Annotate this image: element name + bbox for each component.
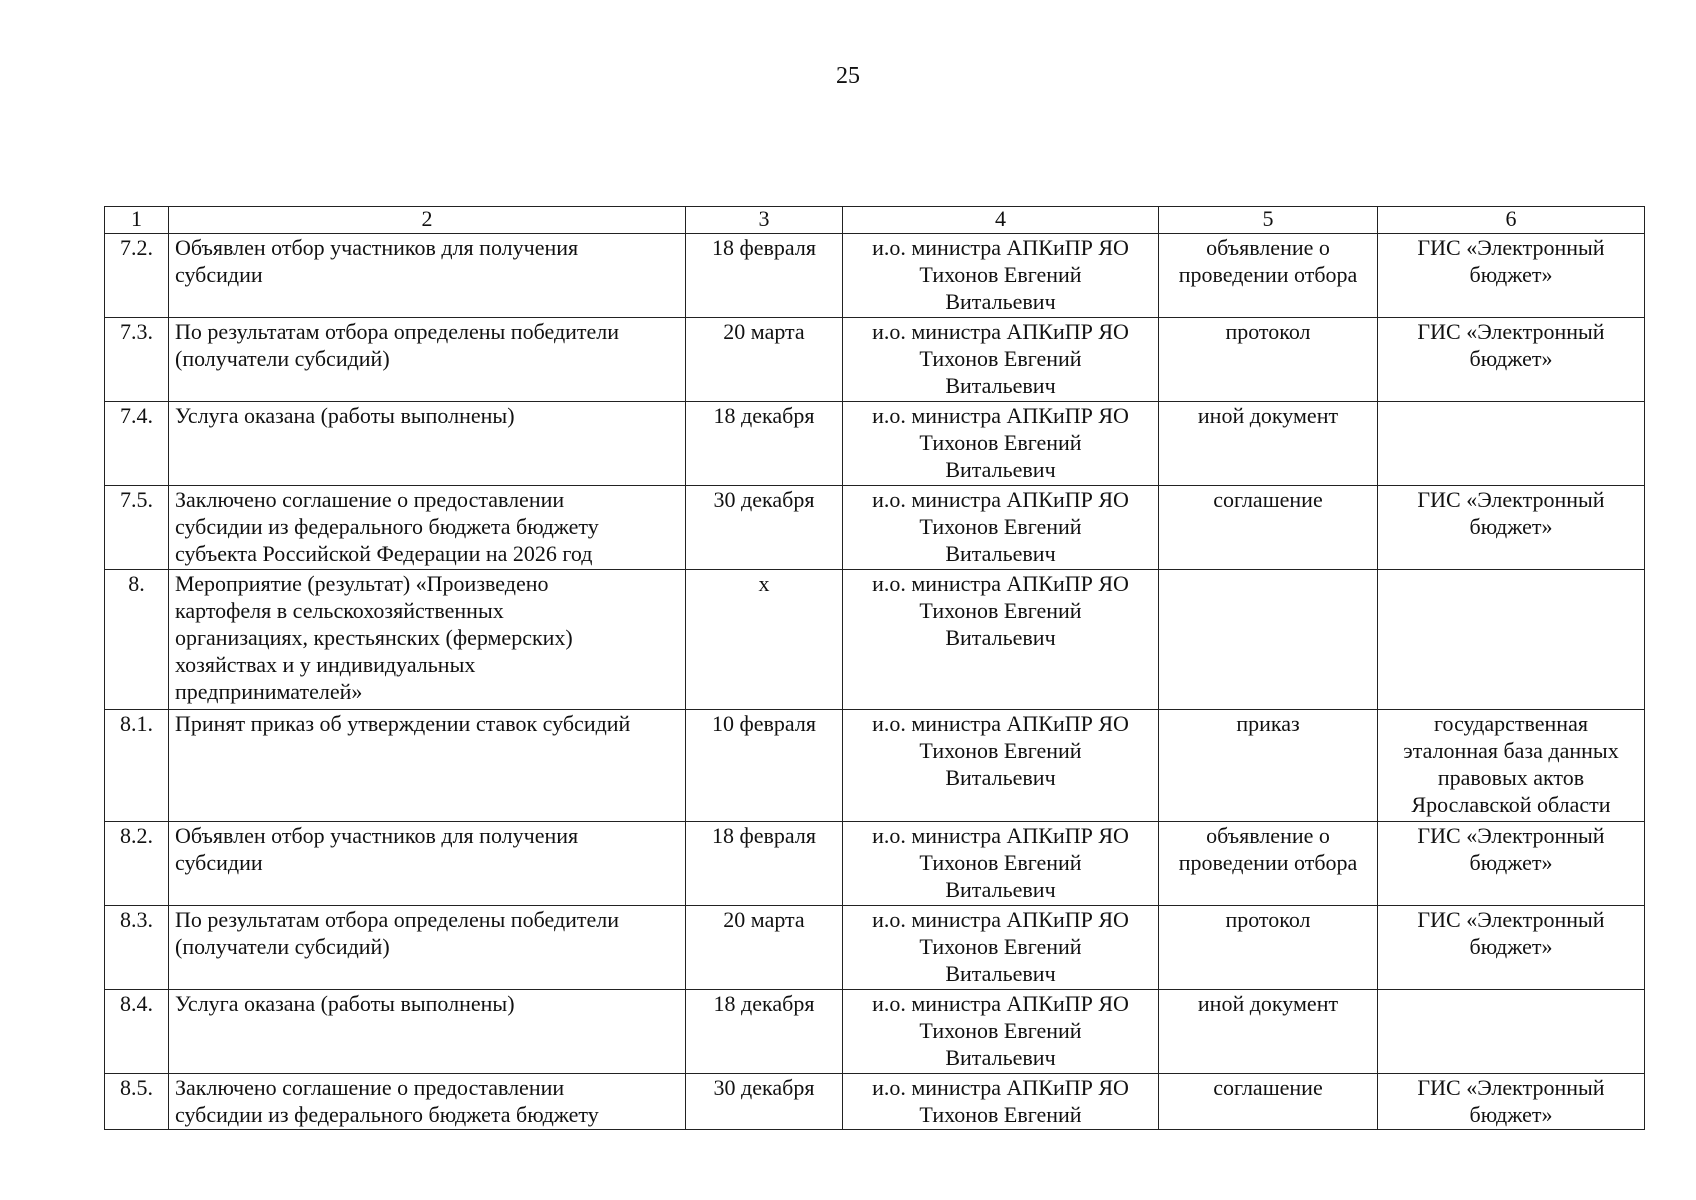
document-type-cell-line: протокол (1225, 319, 1311, 344)
description-cell (169, 234, 686, 318)
responsible-cell (843, 318, 1159, 402)
document-type-cell (1159, 402, 1378, 486)
info-system-cell-line: ГИС «Электронный (1417, 487, 1605, 512)
info-system-cell-line: ГИС «Электронный (1417, 319, 1605, 344)
description-cell (169, 486, 686, 570)
info-system-cell (1378, 486, 1645, 570)
row-number-cell: 8. (105, 570, 169, 710)
info-system-cell-line: ГИС «Электронный (1417, 1075, 1605, 1100)
responsible-cell-line: и.о. министра АПКиПР ЯО (872, 487, 1129, 512)
description-cell-line: Принят приказ об утверждении ставок субсидий (175, 711, 631, 736)
description-cell (169, 822, 686, 906)
info-system-cell (1378, 822, 1645, 906)
info-system-cell-line: бюджет» (1469, 850, 1553, 875)
responsible-cell-line: Витальевич (945, 961, 1056, 986)
description-cell-line: (получатели субсидий) (175, 346, 390, 371)
responsible-cell-line: и.о. министра АПКиПР ЯО (872, 711, 1129, 736)
document-type-cell (1159, 906, 1378, 990)
description-cell-line: Объявлен отбор участников для получения (175, 235, 579, 260)
info-system-cell-line: ГИС «Электронный (1417, 907, 1605, 932)
row-number-cell: 7.3. (105, 318, 169, 402)
document-type-cell-line: объявление о (1206, 235, 1330, 260)
info-system-cell (1378, 570, 1645, 710)
description-cell-line: Заключено соглашение о предоставлении (175, 487, 565, 512)
table-row (105, 710, 1645, 822)
description-cell-line: организациях, крестьянских (фермерских) (175, 625, 573, 650)
page-number: 25 (836, 63, 860, 89)
responsible-cell (843, 906, 1159, 990)
document-type-cell (1159, 990, 1378, 1074)
row-number-cell: 8.2. (105, 822, 169, 906)
info-system-cell (1378, 318, 1645, 402)
table-row (105, 570, 1645, 710)
description-cell-line: Объявлен отбор участников для получения (175, 823, 579, 848)
description-cell-line: субсидии (175, 262, 263, 287)
description-cell-line: Услуга оказана (работы выполнены) (175, 403, 515, 428)
description-cell-line: субсидии из федерального бюджета бюджету (175, 514, 599, 539)
responsible-cell (843, 822, 1159, 906)
responsible-cell (843, 486, 1159, 570)
responsible-cell (843, 710, 1159, 822)
info-system-cell-line: правовых актов (1437, 765, 1585, 790)
responsible-cell (843, 234, 1159, 318)
responsible-cell-line: Тихонов Евгений (919, 738, 1082, 763)
document-type-cell (1159, 1074, 1378, 1130)
header-cell: 6 (1378, 207, 1645, 234)
description-cell-line: субсидии (175, 850, 263, 875)
table-header-row (105, 207, 1645, 234)
responsible-cell (843, 402, 1159, 486)
responsible-cell (843, 990, 1159, 1074)
info-system-cell (1378, 1074, 1645, 1130)
responsible-cell-line: Тихонов Евгений (919, 346, 1082, 371)
description-cell-line: Услуга оказана (работы выполнены) (175, 991, 515, 1016)
responsible-cell-line: и.о. министра АПКиПР ЯО (872, 991, 1129, 1016)
responsible-cell-line: и.о. министра АПКиПР ЯО (872, 403, 1129, 428)
document-type-cell (1159, 234, 1378, 318)
description-cell-line: предпринимателей» (175, 679, 363, 704)
responsible-cell-line: и.о. министра АПКиПР ЯО (872, 319, 1129, 344)
document-type-cell-line: объявление о (1206, 823, 1330, 848)
date-cell: 18 февраля (686, 822, 843, 906)
date-cell: 18 декабря (686, 402, 843, 486)
date-cell: 30 декабря (686, 486, 843, 570)
responsible-cell-line: Тихонов Евгений (919, 598, 1082, 623)
date-cell: х (686, 570, 843, 710)
responsible-cell-line: Витальевич (945, 625, 1056, 650)
description-cell (169, 402, 686, 486)
description-cell-line: хозяйствах и у индивидуальных (175, 652, 476, 677)
responsible-cell-line: Тихонов Евгений (919, 514, 1082, 539)
description-cell-line: Мероприятие (результат) «Произведено (175, 571, 549, 596)
description-cell (169, 906, 686, 990)
responsible-cell-line: и.о. министра АПКиПР ЯО (872, 571, 1129, 596)
row-number-cell: 8.4. (105, 990, 169, 1074)
info-system-cell-line: бюджет» (1469, 1102, 1553, 1127)
date-cell: 20 марта (686, 906, 843, 990)
date-cell: 18 декабря (686, 990, 843, 1074)
table-row (105, 234, 1645, 318)
document-type-cell-line: проведении отбора (1178, 850, 1358, 875)
table-row (105, 486, 1645, 570)
date-cell: 18 февраля (686, 234, 843, 318)
info-system-cell (1378, 710, 1645, 822)
info-system-cell (1378, 990, 1645, 1074)
header-cell: 4 (843, 207, 1159, 234)
row-number-cell: 7.5. (105, 486, 169, 570)
responsible-cell (843, 570, 1159, 710)
responsible-cell-line: Витальевич (945, 877, 1056, 902)
description-cell-line: По результатам отбора определены победители (175, 319, 620, 344)
responsible-cell-line: Витальевич (945, 289, 1056, 314)
document-type-cell (1159, 710, 1378, 822)
info-system-cell (1378, 402, 1645, 486)
document-type-cell (1159, 318, 1378, 402)
description-cell (169, 318, 686, 402)
date-cell: 30 декабря (686, 1074, 843, 1130)
info-system-cell-line: ГИС «Электронный (1417, 235, 1605, 260)
document-type-cell (1159, 486, 1378, 570)
table-row (105, 822, 1645, 906)
info-system-cell-line: эталонная база данных (1403, 738, 1619, 763)
description-cell-line: субсидии из федерального бюджета бюджету (175, 1102, 599, 1127)
document-type-cell (1159, 570, 1378, 710)
description-cell (169, 710, 686, 822)
row-number-cell: 7.2. (105, 234, 169, 318)
responsible-cell-line: и.о. министра АПКиПР ЯО (872, 907, 1129, 932)
table-row (105, 402, 1645, 486)
document-type-cell-line: приказ (1236, 711, 1300, 736)
header-cell: 1 (105, 207, 169, 234)
document-table (104, 206, 1645, 1130)
responsible-cell-line: и.о. министра АПКиПР ЯО (872, 1075, 1129, 1100)
responsible-cell-line: Витальевич (945, 1045, 1056, 1070)
responsible-cell-line: и.о. министра АПКиПР ЯО (872, 823, 1129, 848)
responsible-cell (843, 1074, 1159, 1130)
description-cell-line: По результатам отбора определены победители (175, 907, 620, 932)
document-type-cell (1159, 822, 1378, 906)
description-cell-line: картофеля в сельскохозяйственных (175, 598, 504, 623)
responsible-cell-line: Тихонов Евгений (919, 1018, 1082, 1043)
row-number-cell: 8.5. (105, 1074, 169, 1130)
responsible-cell-line: Тихонов Евгений (919, 1102, 1082, 1127)
document-type-cell-line: соглашение (1213, 487, 1323, 512)
responsible-cell-line: Витальевич (945, 457, 1056, 482)
table-body (105, 207, 1645, 1130)
row-number-cell: 8.1. (105, 710, 169, 822)
document-type-cell-line: соглашение (1213, 1075, 1323, 1100)
row-number-cell: 7.4. (105, 402, 169, 486)
header-cell: 3 (686, 207, 843, 234)
description-cell-line: субъекта Российской Федерации на 2026 год (175, 541, 593, 566)
info-system-cell-line: бюджет» (1469, 514, 1553, 539)
info-system-cell-line: бюджет» (1469, 934, 1553, 959)
info-system-cell-line: Ярославской области (1411, 792, 1611, 817)
responsible-cell-line: Тихонов Евгений (919, 262, 1082, 287)
description-cell (169, 990, 686, 1074)
info-system-cell (1378, 906, 1645, 990)
header-cell: 5 (1159, 207, 1378, 234)
date-cell: 20 марта (686, 318, 843, 402)
table-row (105, 1074, 1645, 1130)
table-row (105, 318, 1645, 402)
document-type-cell-line: иной документ (1197, 991, 1339, 1016)
responsible-cell-line: Тихонов Евгений (919, 850, 1082, 875)
responsible-cell-line: и.о. министра АПКиПР ЯО (872, 235, 1129, 260)
responsible-cell-line: Тихонов Евгений (919, 430, 1082, 455)
document-type-cell-line: проведении отбора (1178, 262, 1358, 287)
responsible-cell-line: Витальевич (945, 541, 1056, 566)
row-number-cell: 8.3. (105, 906, 169, 990)
info-system-cell-line: бюджет» (1469, 346, 1553, 371)
info-system-cell-line: государственная (1434, 711, 1588, 736)
responsible-cell-line: Витальевич (945, 765, 1056, 790)
description-cell-line: Заключено соглашение о предоставлении (175, 1075, 565, 1100)
date-cell: 10 февраля (686, 710, 843, 822)
info-system-cell-line: бюджет» (1469, 262, 1553, 287)
description-cell (169, 570, 686, 710)
responsible-cell-line: Тихонов Евгений (919, 934, 1082, 959)
description-cell-line: (получатели субсидий) (175, 934, 390, 959)
info-system-cell (1378, 234, 1645, 318)
description-cell (169, 1074, 686, 1130)
document-type-cell-line: иной документ (1197, 403, 1339, 428)
info-system-cell-line: ГИС «Электронный (1417, 823, 1605, 848)
responsible-cell-line: Витальевич (945, 373, 1056, 398)
document-type-cell-line: протокол (1225, 907, 1311, 932)
header-cell: 2 (169, 207, 686, 234)
table-row (105, 990, 1645, 1074)
table-row (105, 906, 1645, 990)
